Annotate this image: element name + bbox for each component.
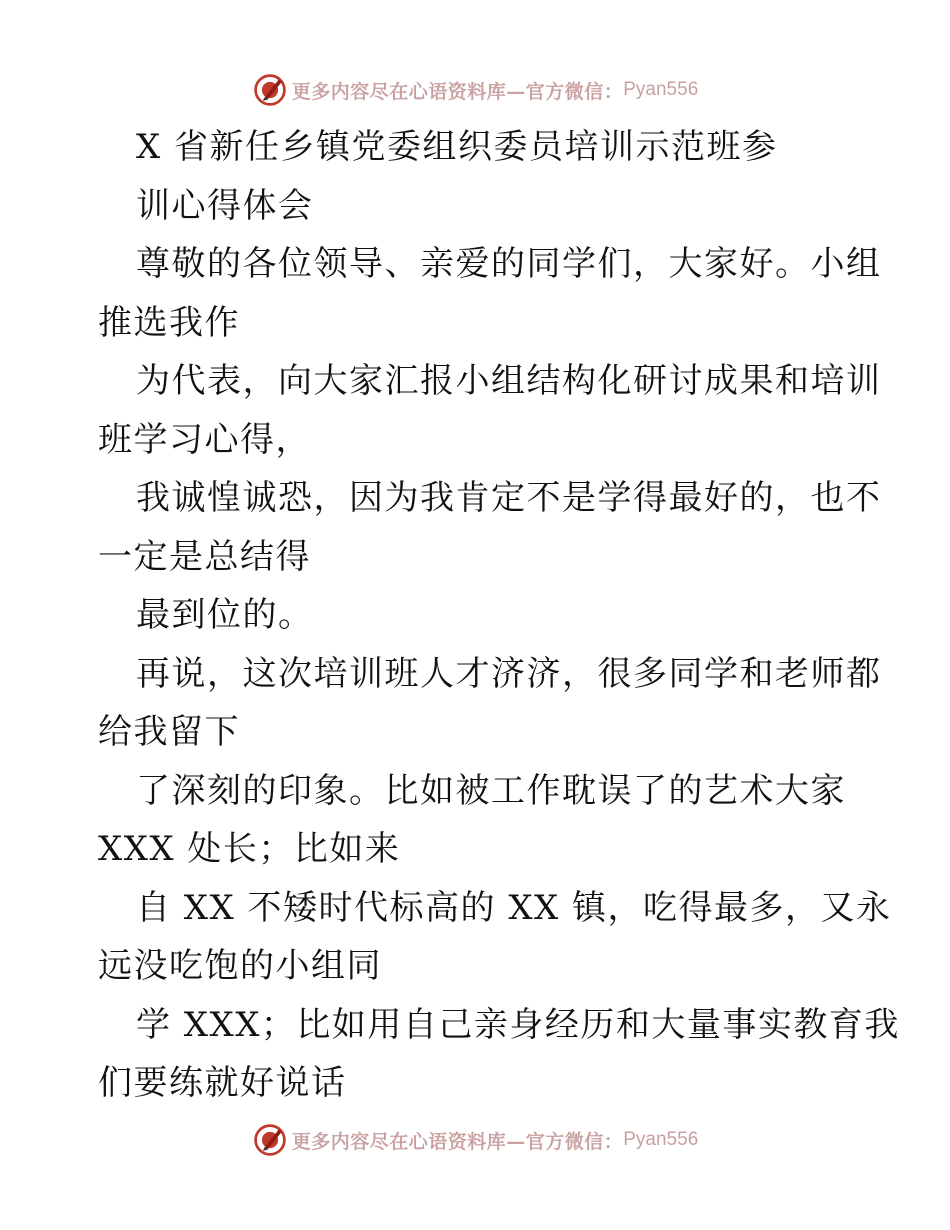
banner-wechat-id: Pyan556 bbox=[623, 1129, 699, 1150]
text-line: 推选我作 bbox=[98, 302, 240, 343]
text-line: 自 XX 不矮时代标高的 XX 镇，吃得最多，又永 bbox=[136, 887, 892, 928]
text-line: 班学习心得， bbox=[98, 419, 311, 460]
footer-banner bbox=[0, 1120, 950, 1160]
text-line: 我诚惶诚恐，因为我肯定不是学得最好的，也不 bbox=[136, 478, 882, 518]
text-line: XXX 处长；比如来 bbox=[98, 829, 401, 869]
pen-logo-icon bbox=[252, 72, 288, 108]
text-line: 尊敬的各位领导、亲爱的同学们，大家好。小组 bbox=[136, 244, 882, 284]
text-line: 了深刻的印象。比如被工作耽误了的艺术大家 bbox=[136, 770, 846, 811]
text-line: 们要练就好说话 bbox=[98, 1063, 347, 1103]
text-line: 训心得体会 bbox=[136, 185, 314, 226]
text-line: 为代表，向大家汇报小组结构化研讨成果和培训 bbox=[136, 361, 882, 401]
text-line: 远没吃饱的小组同 bbox=[98, 946, 382, 986]
text-line: 给我留下 bbox=[98, 712, 240, 752]
text-line: 最到位的。 bbox=[136, 595, 314, 635]
pen-logo-icon bbox=[252, 1122, 288, 1158]
header-banner bbox=[0, 70, 950, 110]
text-line: 学 XXX；比如用自己亲身经历和大量事实教育我 bbox=[136, 1004, 900, 1045]
text-line: 再说，这次培训班人才济济，很多同学和老师都 bbox=[136, 653, 882, 694]
banner-text: 更多内容尽在心语资料库—官方微信： bbox=[291, 1130, 624, 1153]
banner-text: 更多内容尽在心语资料库—官方微信： bbox=[291, 80, 624, 103]
banner-wechat-id: Pyan556 bbox=[623, 79, 699, 100]
document-body bbox=[98, 118, 900, 1113]
text-line: X 省新任乡镇党委组织委员培训示范班参 bbox=[136, 127, 778, 167]
text-line: 一定是总结得 bbox=[98, 536, 311, 577]
